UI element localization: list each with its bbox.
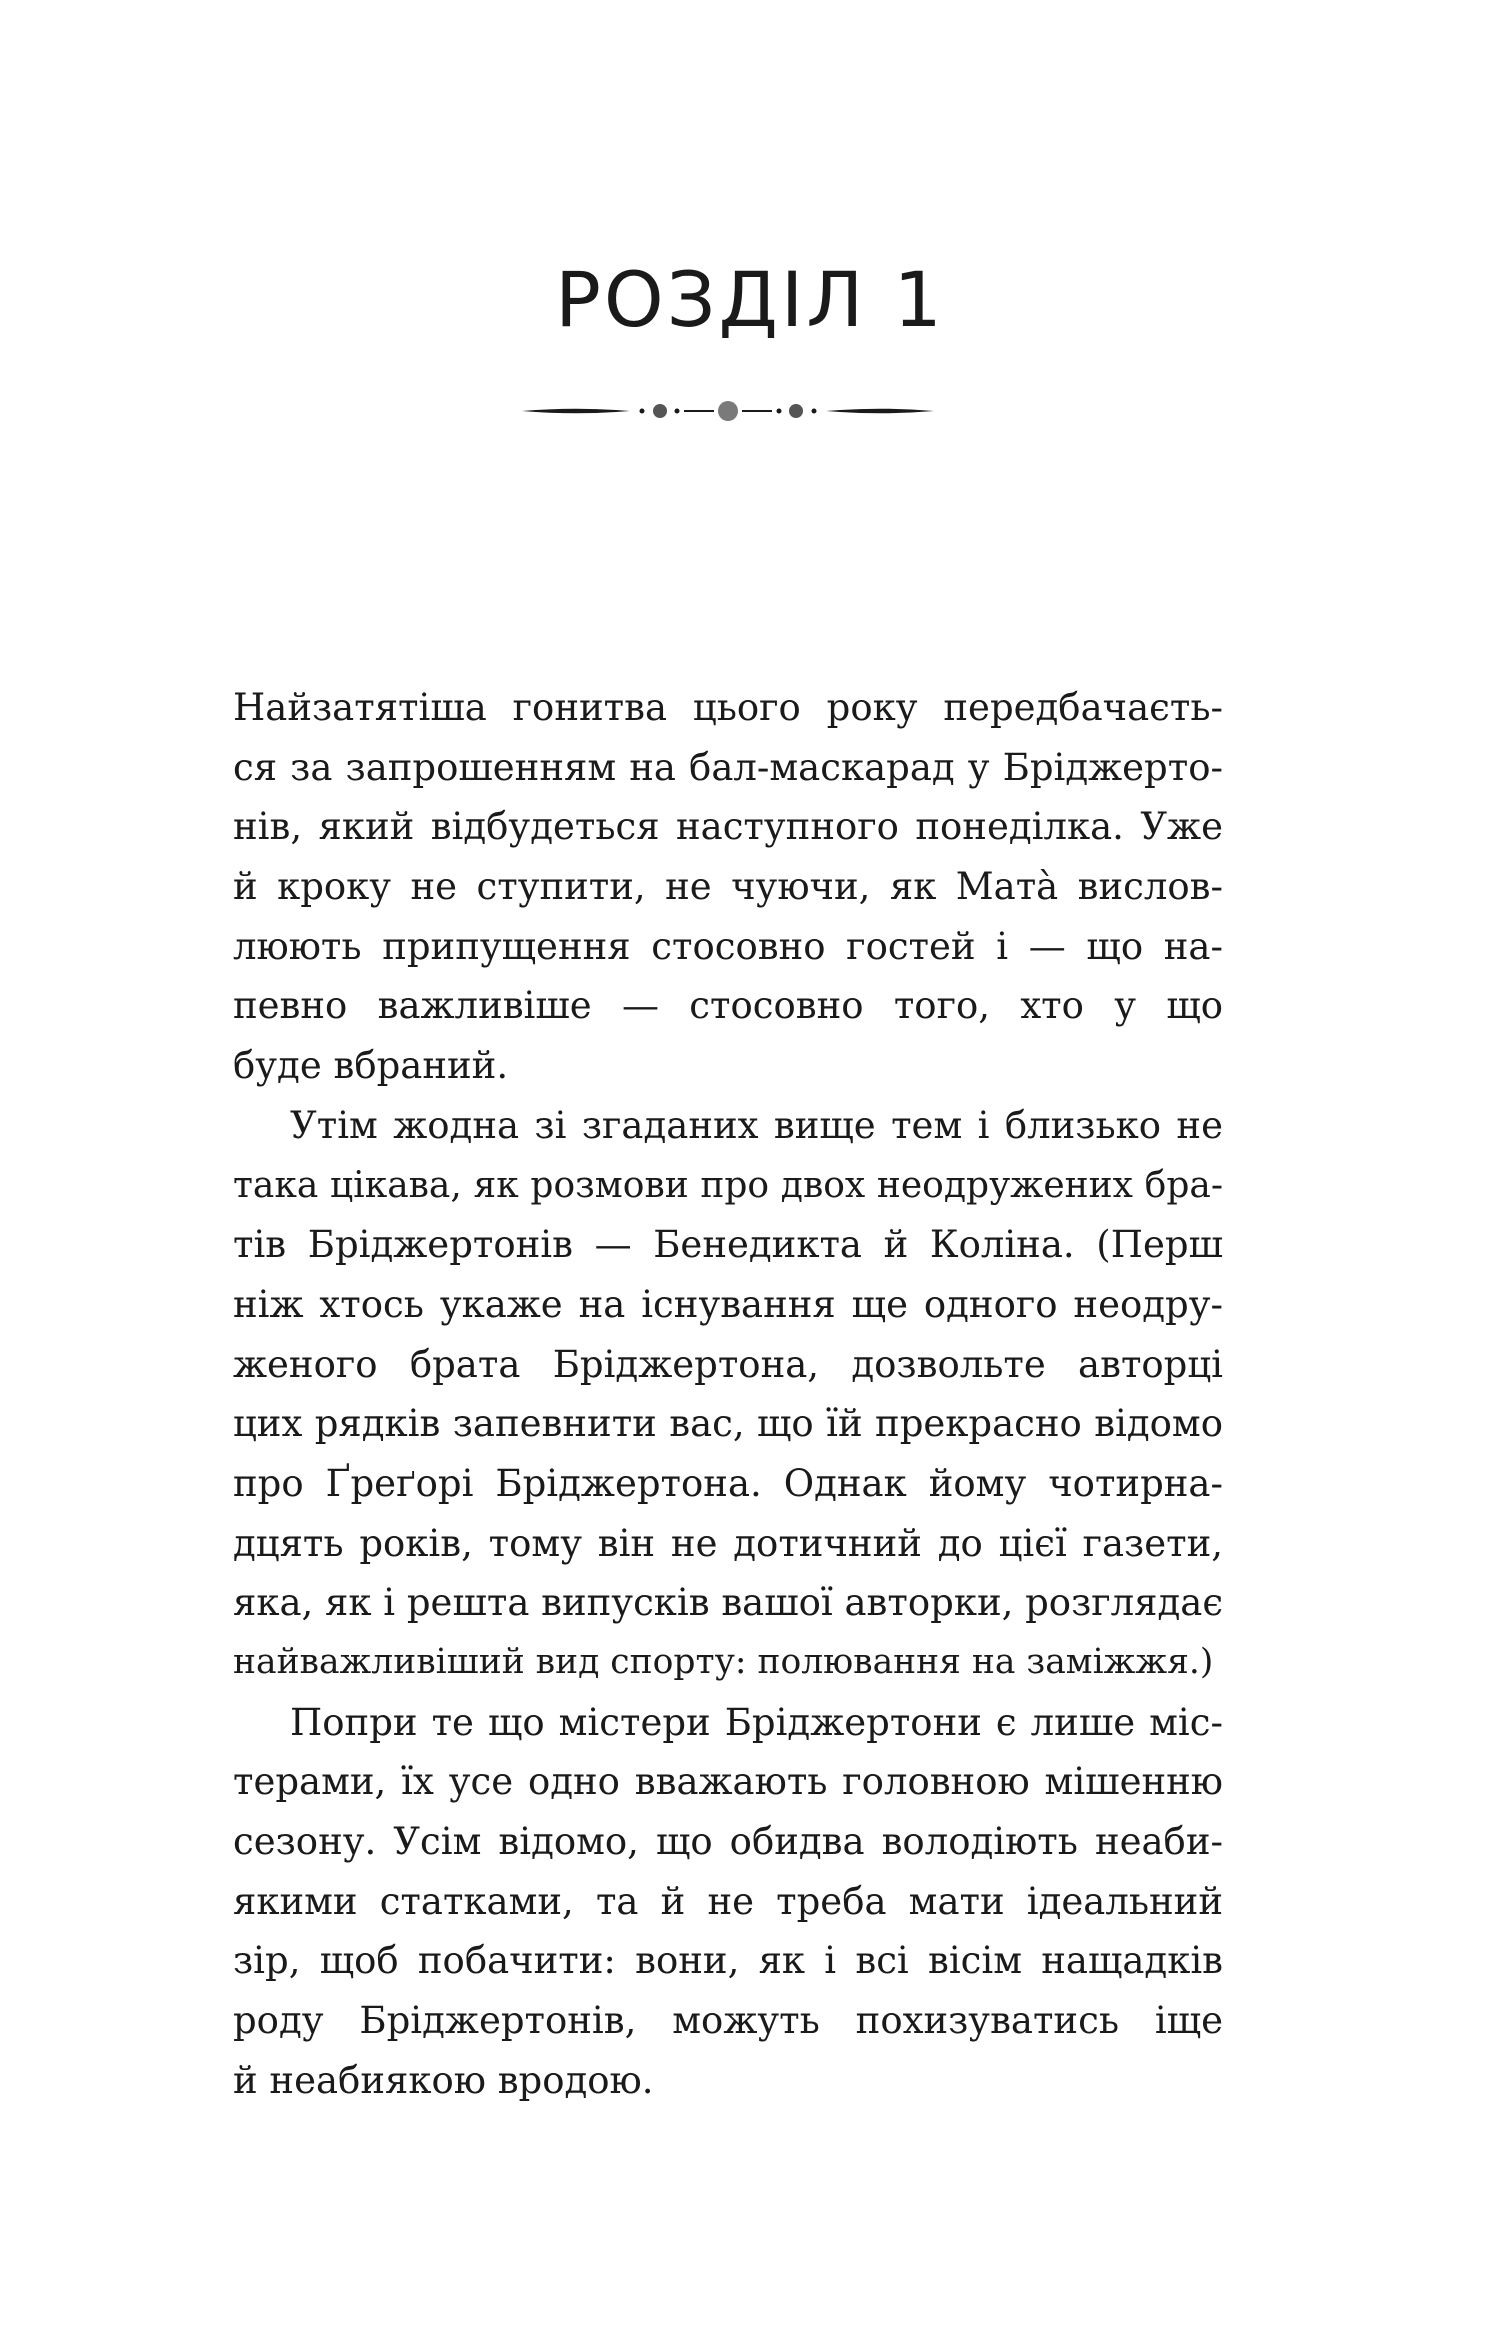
text-line: ніж хтось укаже на існування ще одного неодру- <box>233 1282 1223 1326</box>
text-line: зір, щоб побачити: вони, як і всі вісім нащадків <box>233 1939 1223 1983</box>
text-line: роду Бріджертонів, можуть похизуватись іще <box>233 1999 1223 2043</box>
text-line: буде вбраний. <box>233 1044 509 1088</box>
text-line: яка, як і решта випусків вашої авторки, розглядає <box>233 1581 1224 1625</box>
text-line: Попри те що містери Бріджертони є лише міс- <box>290 1700 1223 1744</box>
text-line: цих рядків запевнити вас, що їй прекрасно відомо <box>233 1402 1223 1446</box>
text-line: Найзатятіша гонитва цього року передбачаєть- <box>233 686 1223 729</box>
chapter-body <box>233 678 1223 2111</box>
text-line: сезону. Усім відомо, що обидва володіють неаби- <box>233 1820 1223 1864</box>
text-line: така цікава, як розмови про двох неодружених бра- <box>233 1164 1223 1206</box>
text-line: певно важливіше — стосовно того, хто у що <box>233 984 1223 1028</box>
text-line: й кроку не ступити, не чуючи, як Мата̀ вислов- <box>233 865 1223 909</box>
text-line: тів Бріджертонів — Бенедикта й Коліна. (Перш <box>233 1223 1223 1267</box>
text-line: про Ґреґорі Бріджертона. Однак йому чотирна- <box>233 1461 1223 1505</box>
chapter-title: РОЗДІЛ 1 <box>555 255 945 344</box>
text-line: якими статками, та й не треба мати ідеальний <box>233 1879 1223 1923</box>
text-line: терами, їх усе одно вважають головною мішенню <box>233 1760 1223 1804</box>
paragraph-3 <box>233 1693 1223 2111</box>
paragraph-2 <box>233 1096 1223 1693</box>
text-line: й неабиякою вродою. <box>233 2058 654 2102</box>
paragraph-1 <box>233 678 1223 1096</box>
text-line: женого брата Бріджертона, дозвольте авторці <box>233 1342 1223 1386</box>
chapter-ornament-divider <box>520 396 936 426</box>
text-line: найважливіший вид спорту: полювання на заміжжя.) <box>233 1642 1214 1682</box>
text-line: нів, який відбудеться наступного понеділка. Уже <box>233 805 1223 849</box>
text-line: ся за запрошенням на бал-маскарад у Бріджерто- <box>233 745 1223 789</box>
text-line: люють припущення стосовно гостей і — що на- <box>233 924 1223 968</box>
text-line: дцять років, тому він не дотичний до цієї газети, <box>233 1521 1223 1565</box>
text-line: Утім жодна зі згаданих вище тем і близько не <box>290 1103 1223 1147</box>
